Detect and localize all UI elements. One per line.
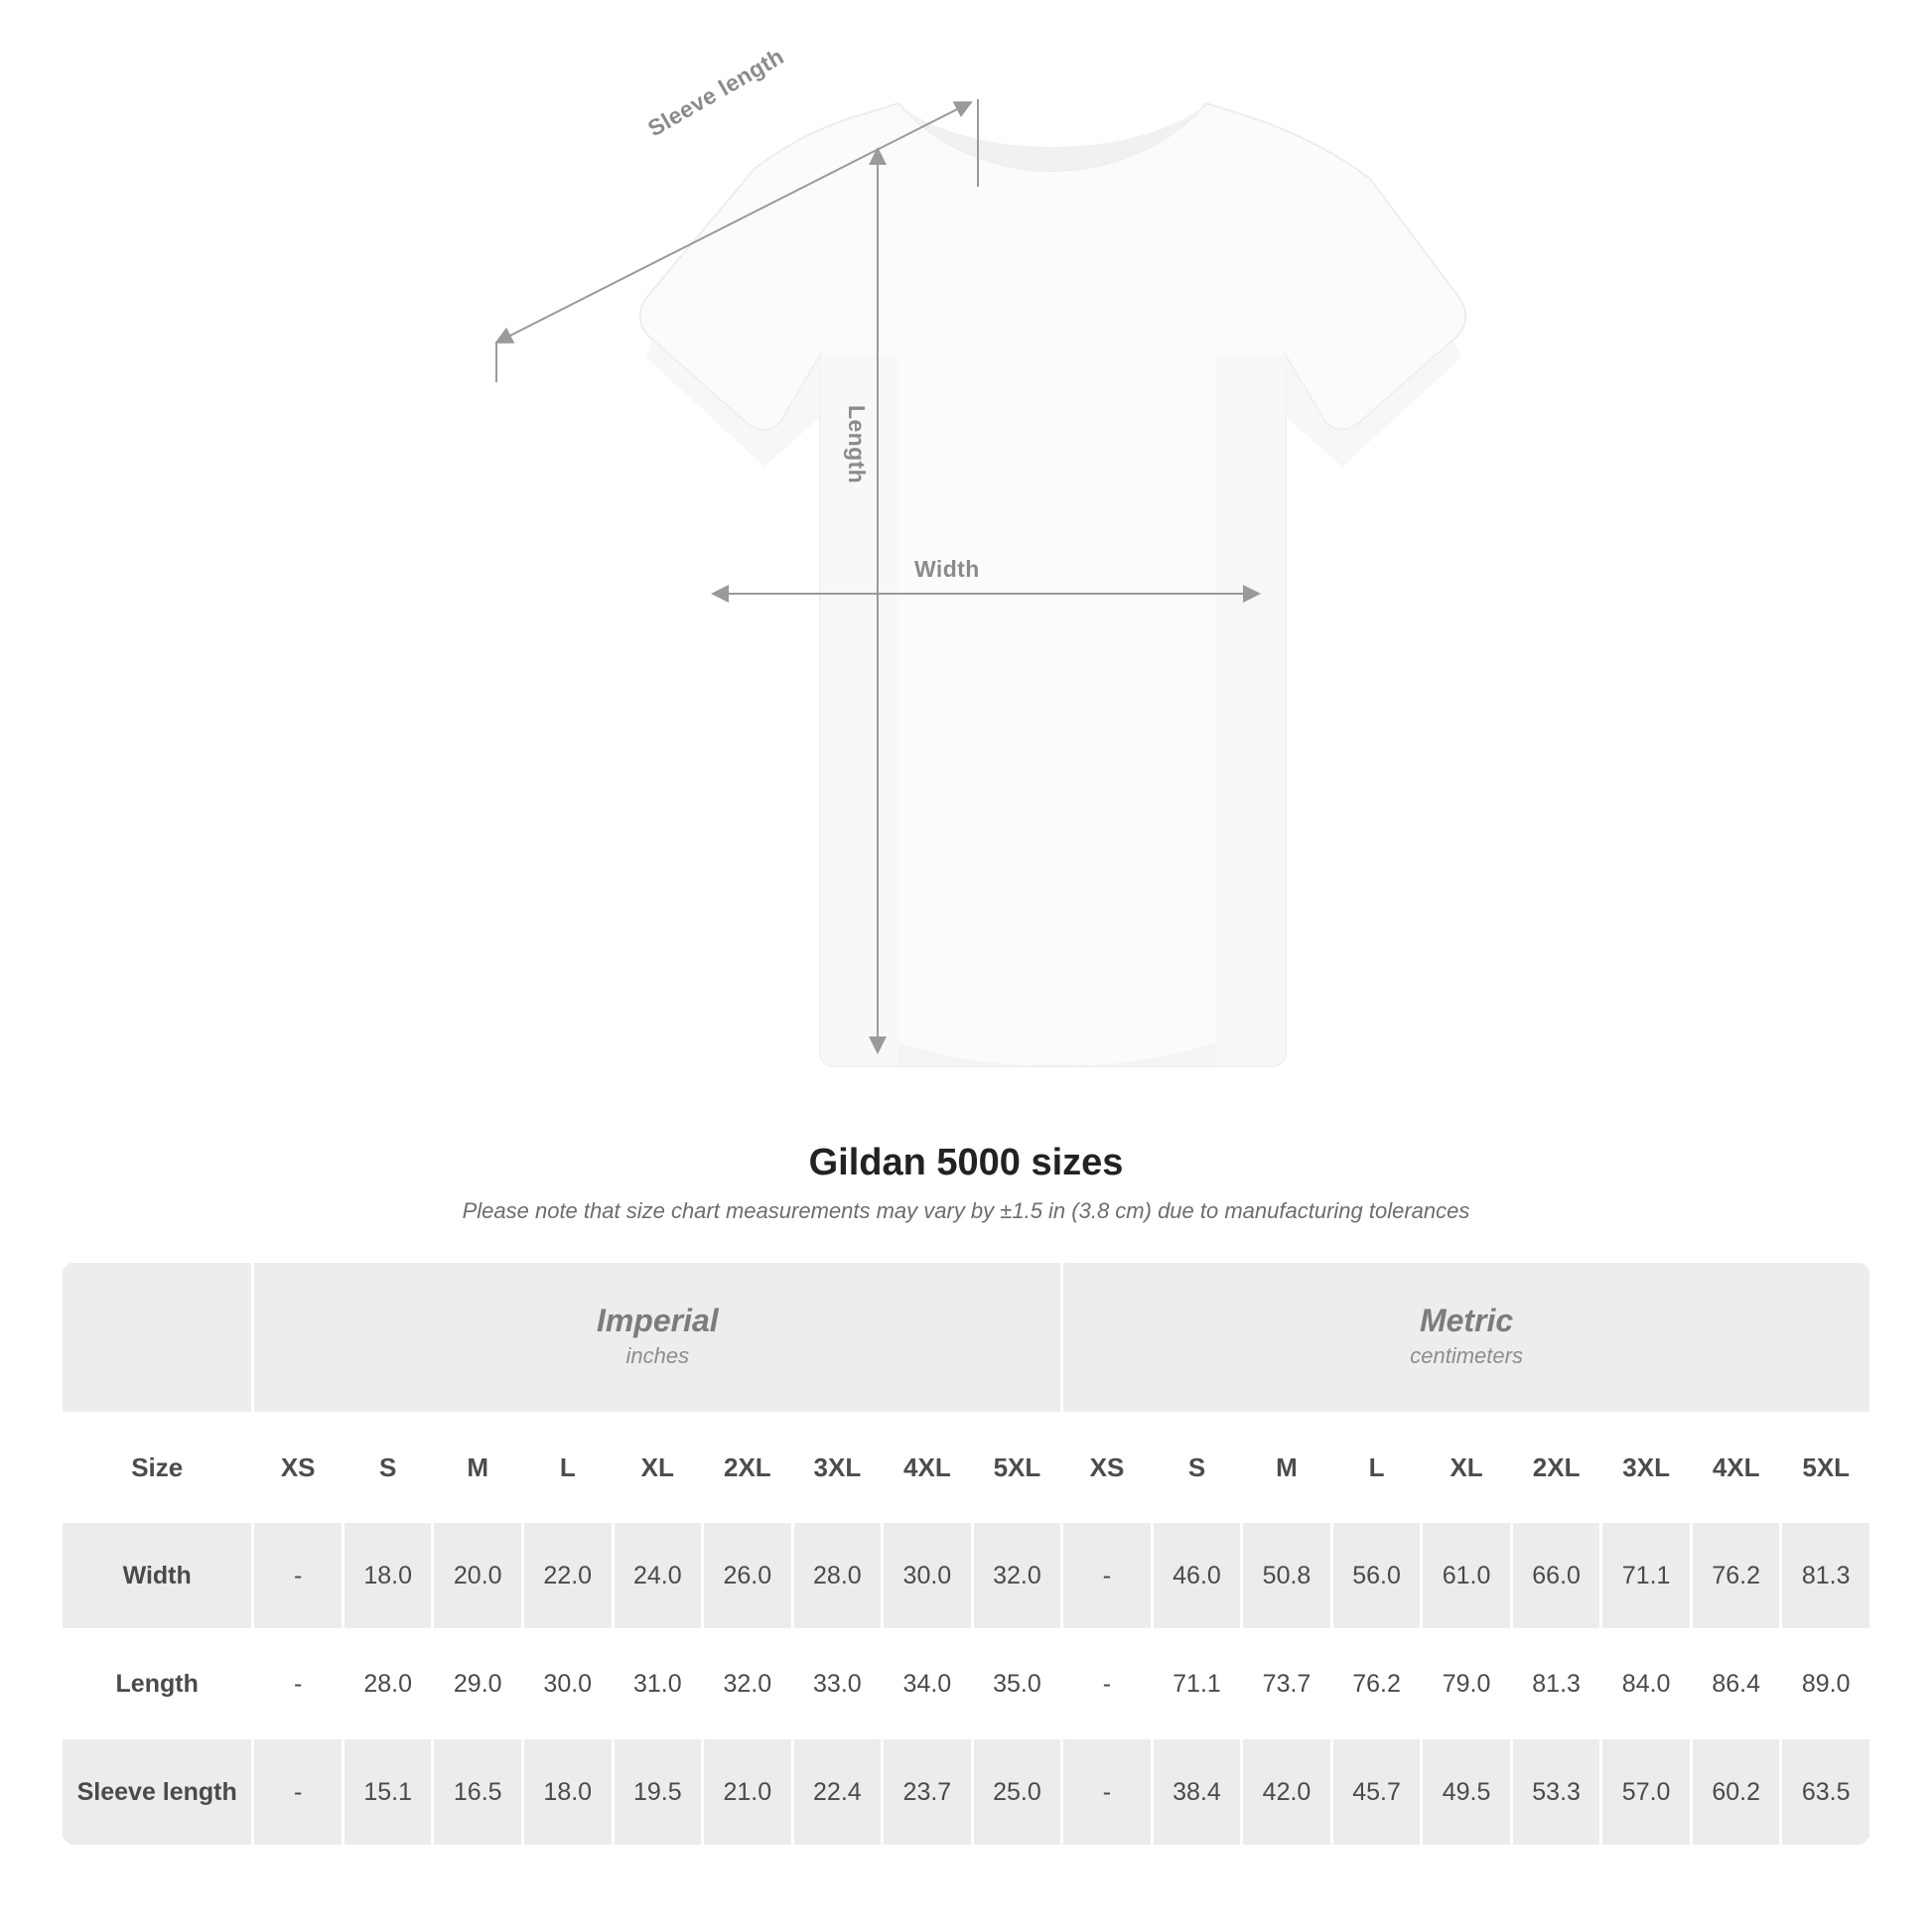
size-col-header: XS bbox=[1062, 1414, 1153, 1522]
table-row bbox=[62, 1630, 1871, 1738]
cell: 30.0 bbox=[523, 1630, 614, 1738]
cell: 20.0 bbox=[433, 1522, 523, 1630]
cell: 79.0 bbox=[1422, 1630, 1512, 1738]
cell: 15.1 bbox=[343, 1738, 433, 1847]
size-header-label: Size bbox=[62, 1414, 253, 1522]
size-col-header: 3XL bbox=[1601, 1414, 1692, 1522]
size-table-wrapper bbox=[60, 1260, 1872, 1848]
size-col-header: M bbox=[1242, 1414, 1332, 1522]
cell: 22.4 bbox=[792, 1738, 883, 1847]
row-label-length: Length bbox=[62, 1630, 253, 1738]
cell: 71.1 bbox=[1601, 1522, 1692, 1630]
size-col-header: L bbox=[523, 1414, 614, 1522]
row-label-width: Width bbox=[62, 1522, 253, 1630]
cell: 81.3 bbox=[1511, 1630, 1601, 1738]
cell: 76.2 bbox=[1331, 1630, 1422, 1738]
cell: 76.2 bbox=[1691, 1522, 1781, 1630]
size-col-header: S bbox=[1152, 1414, 1242, 1522]
cell: 32.0 bbox=[972, 1522, 1062, 1630]
size-col-header: S bbox=[343, 1414, 433, 1522]
length-label: Length bbox=[844, 405, 870, 484]
cell: 57.0 bbox=[1601, 1738, 1692, 1847]
cell: 42.0 bbox=[1242, 1738, 1332, 1847]
cell: 32.0 bbox=[703, 1630, 793, 1738]
cell: 24.0 bbox=[613, 1522, 703, 1630]
cell: 33.0 bbox=[792, 1630, 883, 1738]
size-col-header: 5XL bbox=[972, 1414, 1062, 1522]
size-col-header: 4XL bbox=[883, 1414, 973, 1522]
cell: 25.0 bbox=[972, 1738, 1062, 1847]
cell: 29.0 bbox=[433, 1630, 523, 1738]
cell: 35.0 bbox=[972, 1630, 1062, 1738]
width-label: Width bbox=[914, 556, 980, 582]
cell: 28.0 bbox=[343, 1630, 433, 1738]
unit-group-metric-sub: centimeters bbox=[1410, 1342, 1523, 1368]
cell: 34.0 bbox=[883, 1630, 973, 1738]
sleeve-length-label: Sleeve length bbox=[643, 43, 788, 142]
cell: 31.0 bbox=[613, 1630, 703, 1738]
cell: 45.7 bbox=[1331, 1738, 1422, 1847]
cell: 61.0 bbox=[1422, 1522, 1512, 1630]
unit-group-metric bbox=[1062, 1262, 1871, 1414]
cell: 56.0 bbox=[1331, 1522, 1422, 1630]
size-col-header: XL bbox=[1422, 1414, 1512, 1522]
cell: 53.3 bbox=[1511, 1738, 1601, 1847]
cell: 49.5 bbox=[1422, 1738, 1512, 1847]
size-col-header: XS bbox=[253, 1414, 344, 1522]
size-table bbox=[60, 1260, 1872, 1848]
tshirt-shape bbox=[640, 103, 1466, 1066]
title-block bbox=[0, 1142, 1932, 1224]
page-title: Gildan 5000 sizes bbox=[808, 1142, 1124, 1183]
cell: 16.5 bbox=[433, 1738, 523, 1847]
cell: 86.4 bbox=[1691, 1630, 1781, 1738]
cell: 71.1 bbox=[1152, 1630, 1242, 1738]
table-corner-cell bbox=[62, 1262, 253, 1414]
cell: 73.7 bbox=[1242, 1630, 1332, 1738]
cell: 38.4 bbox=[1152, 1738, 1242, 1847]
unit-group-imperial-sub: inches bbox=[625, 1342, 690, 1368]
cell: 66.0 bbox=[1511, 1522, 1601, 1630]
cell: 63.5 bbox=[1781, 1738, 1871, 1847]
unit-header-row bbox=[62, 1262, 1871, 1414]
table-row bbox=[62, 1738, 1871, 1847]
size-col-header: 5XL bbox=[1781, 1414, 1871, 1522]
cell: 18.0 bbox=[343, 1522, 433, 1630]
cell: 89.0 bbox=[1781, 1630, 1871, 1738]
cell: 23.7 bbox=[883, 1738, 973, 1847]
cell: 81.3 bbox=[1781, 1522, 1871, 1630]
cell: - bbox=[1062, 1522, 1153, 1630]
cell: 60.2 bbox=[1691, 1738, 1781, 1847]
table-row bbox=[62, 1522, 1871, 1630]
cell: 26.0 bbox=[703, 1522, 793, 1630]
cell: - bbox=[253, 1630, 344, 1738]
size-col-header: XL bbox=[613, 1414, 703, 1522]
cell: - bbox=[253, 1738, 344, 1847]
size-col-header: 2XL bbox=[1511, 1414, 1601, 1522]
cell: 19.5 bbox=[613, 1738, 703, 1847]
cell: 46.0 bbox=[1152, 1522, 1242, 1630]
tolerance-note: Please note that size chart measurements may vary by ±1.5 in (3.8 cm) due to manufacturing tolerances bbox=[462, 1198, 1470, 1223]
cell: - bbox=[1062, 1738, 1153, 1847]
size-col-header: 2XL bbox=[703, 1414, 793, 1522]
size-header-row bbox=[62, 1414, 1871, 1522]
unit-group-imperial-name: Imperial bbox=[596, 1303, 719, 1339]
cell: 21.0 bbox=[703, 1738, 793, 1847]
size-col-header: 3XL bbox=[792, 1414, 883, 1522]
unit-group-imperial bbox=[253, 1262, 1062, 1414]
cell: 28.0 bbox=[792, 1522, 883, 1630]
cell: 84.0 bbox=[1601, 1630, 1692, 1738]
cell: - bbox=[253, 1522, 344, 1630]
row-label-sleeve-length: Sleeve length bbox=[62, 1738, 253, 1847]
cell: 50.8 bbox=[1242, 1522, 1332, 1630]
size-col-header: M bbox=[433, 1414, 523, 1522]
cell: 30.0 bbox=[883, 1522, 973, 1630]
unit-group-metric-name: Metric bbox=[1419, 1303, 1514, 1339]
size-col-header: L bbox=[1331, 1414, 1422, 1522]
cell: 22.0 bbox=[523, 1522, 614, 1630]
cell: - bbox=[1062, 1630, 1153, 1738]
size-col-header: 4XL bbox=[1691, 1414, 1781, 1522]
cell: 18.0 bbox=[523, 1738, 614, 1847]
